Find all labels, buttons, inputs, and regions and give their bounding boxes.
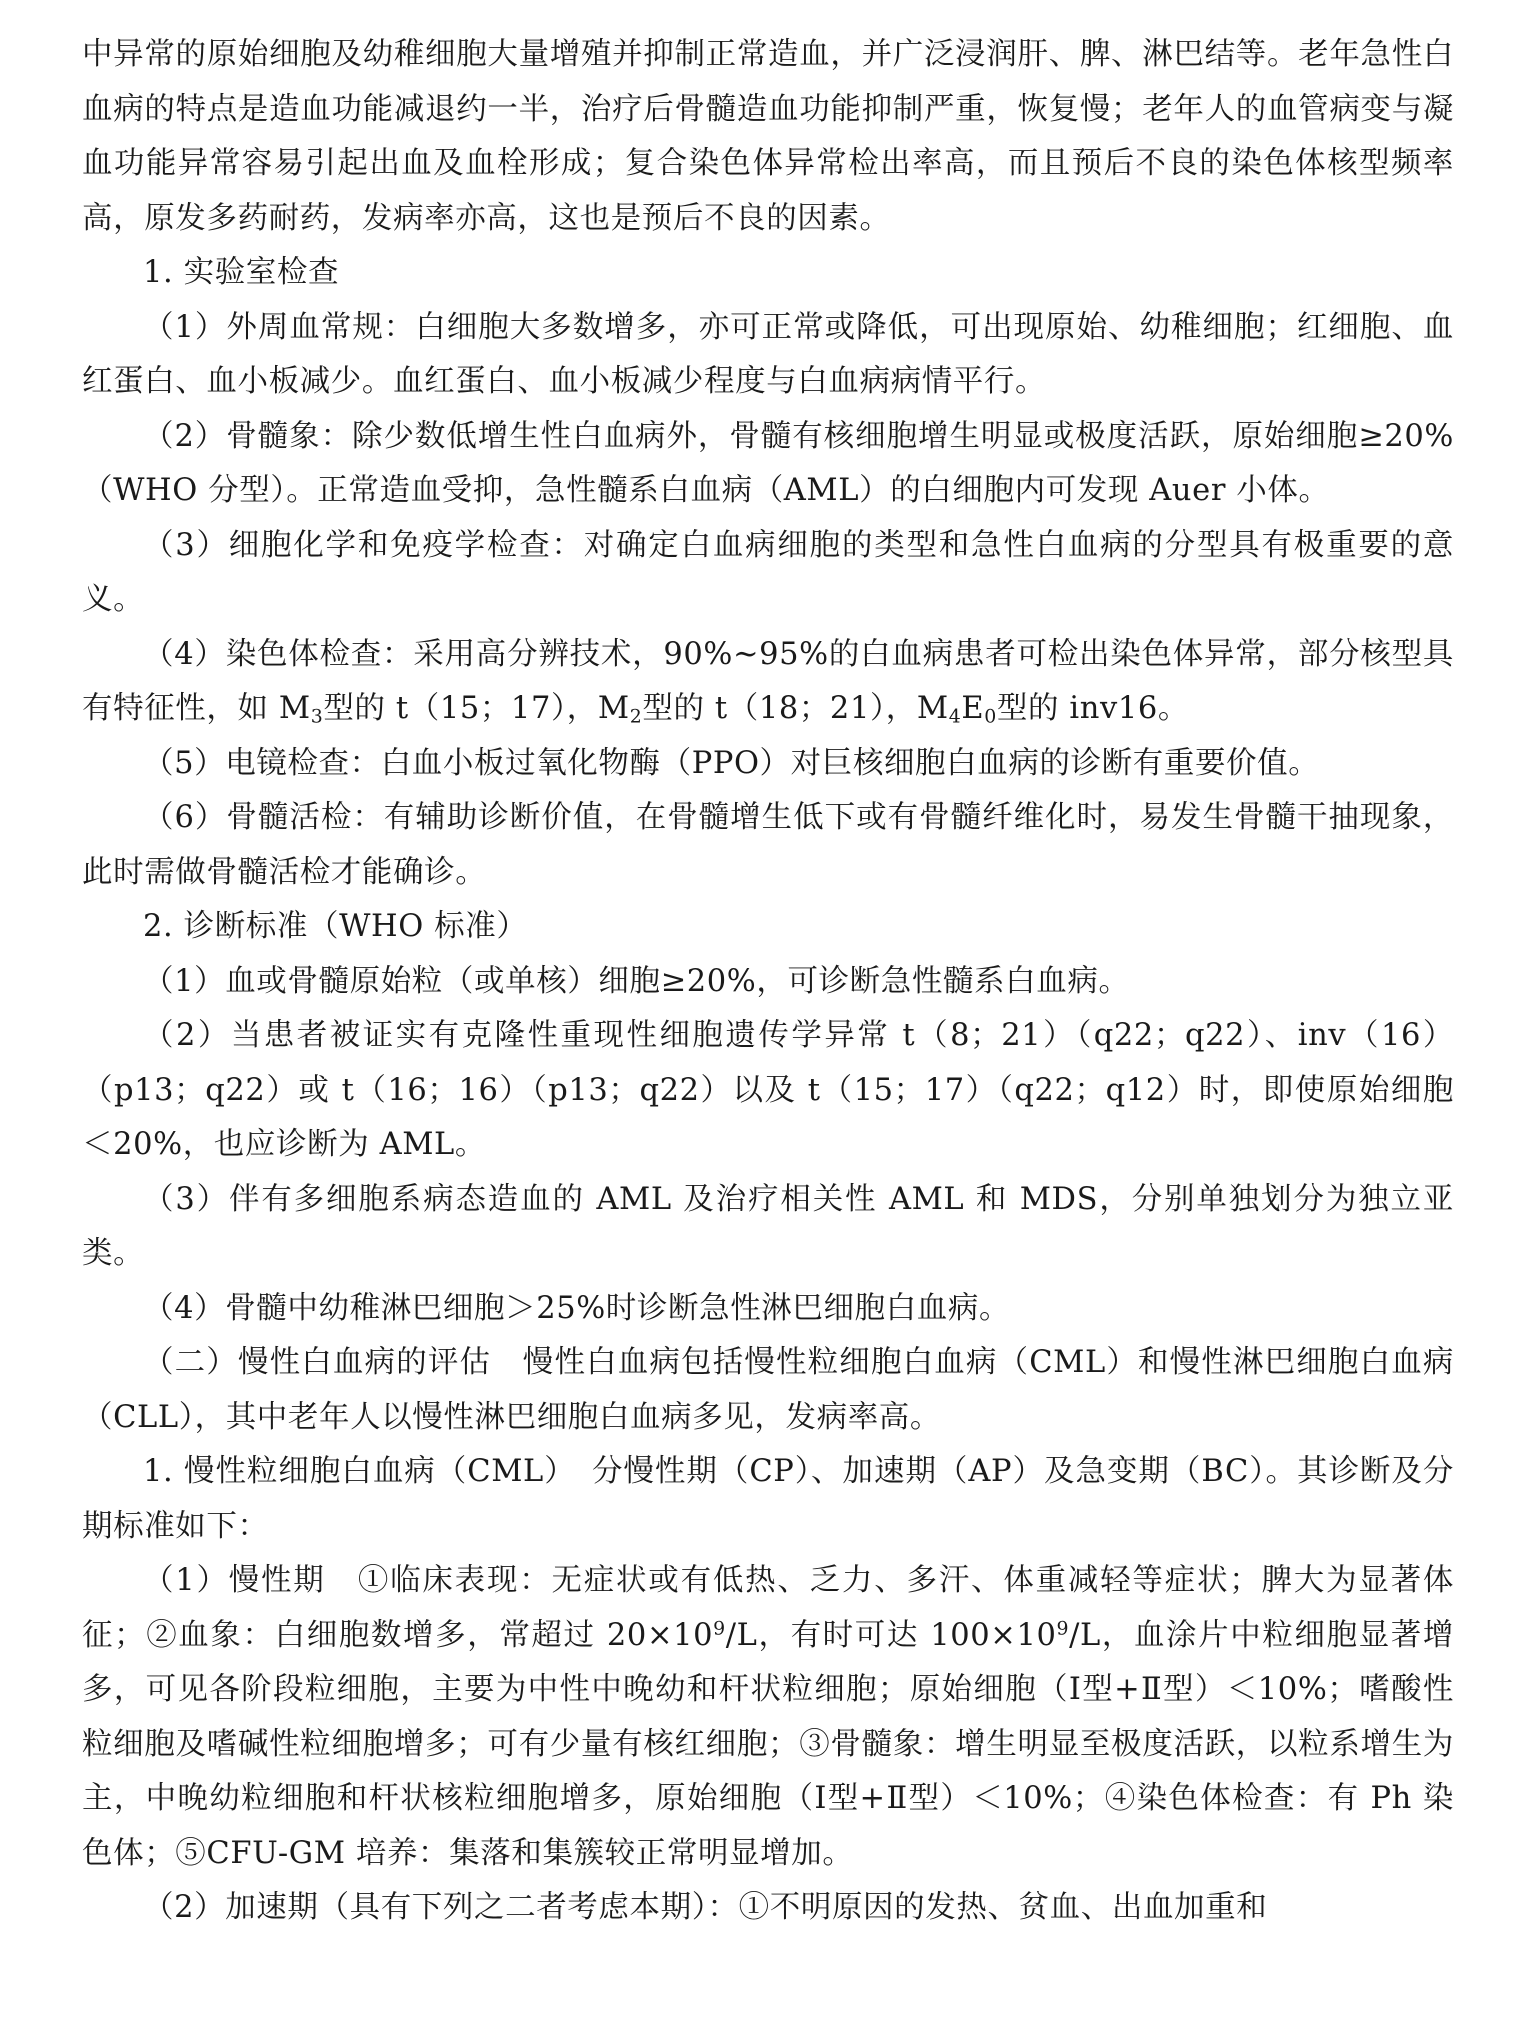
subscript: 2 bbox=[629, 705, 643, 728]
superscript: 9 bbox=[1056, 1617, 1070, 1640]
text-run: /L，有时可达 100×10 bbox=[725, 1617, 1057, 1653]
paragraph-p9: （1）血或骨髓原始粒（或单核）细胞≥20%，可诊断急性髓系白血病。 bbox=[143, 963, 1130, 999]
paragraph-p13: （二）慢性白血病的评估 慢性白血病包括慢性粒细胞白血病（CML）和慢性淋巴细胞白血病（CLL），其中老年人以慢性淋巴细胞白血病多见，发病率高。 bbox=[82, 1345, 1454, 1435]
text-run: 型的 t（15；17），M bbox=[323, 691, 630, 726]
paragraph-p10: （2）当患者被证实有克隆性重现性细胞遗传学异常 t（8；21）（q22；q22）、inv（16）（p13；q22）或 t（16；16）（p13；q22）以及 t（15；17）（q22；q12）时，即使原始细胞＜20%，也应诊断为 AML。 bbox=[82, 1018, 1454, 1162]
paragraph-p0: 中异常的原始细胞及幼稚细胞大量增殖并抑制正常造血，并广泛浸润肝、脾、淋巴结等。老年急性白血病的特点是造血功能减退约一半，治疗后骨髓造血功能抑制严重，恢复慢；老年人的血管病变与凝血功能异常容易引起出血及血栓形成；复合染色体异常检出率高，而且预后不良的染色体核型频率高，原发多药耐药，发病率亦高，这也是预后不良的因素。 bbox=[82, 37, 1454, 236]
text-run: E bbox=[961, 691, 985, 726]
document-page bbox=[82, 28, 1454, 1936]
text-run: /L，血涂片中粒细胞显著增多，可见各阶段粒细胞，主要为中性中晚幼和杆状粒细胞；原始细胞（Ⅰ型+Ⅱ型）＜10%；嗜酸性粒细胞及嗜碱性粒细胞增多；可有少量有核红细胞；③骨髓象：增生明显至极度活跃，以粒系增生为主，中晚幼粒细胞和杆状核粒细胞增多，原始细胞（Ⅰ型+Ⅱ型）＜10%；④染色体检查：有 Ph 染色体；⑤CFU-GM 培养：集落和集簇较正常明显增加。 bbox=[82, 1617, 1454, 1871]
paragraph-p3: （2）骨髓象：除少数低增生性白血病外，骨髓有核细胞增生明显或极度活跃，原始细胞≥20%（WHO 分型）。正常造血受抑，急性髓系白血病（AML）的白细胞内可发现 Auer 小体。 bbox=[82, 418, 1454, 508]
text-run: （4）染色体检查：采用高分辨技术，90%~95%的白血病患者可检出染色体异常，部分核型具有特征性，如 M bbox=[82, 636, 1454, 726]
paragraph-p16: （2）加速期（具有下列之二者考虑本期）：①不明原因的发热、贫血、出血加重和 bbox=[143, 1890, 1268, 1925]
subscript: 4 bbox=[948, 705, 962, 728]
paragraph-p11: （3）伴有多细胞系病态造血的 AML 及治疗相关性 AML 和 MDS，分别单独划分为独立亚类。 bbox=[82, 1181, 1454, 1271]
text-run: 型的 inv16。 bbox=[996, 691, 1189, 726]
subscript: 3 bbox=[310, 705, 324, 728]
paragraph-p6: （5）电镜检查：白血小板过氧化物酶（PPO）对巨核细胞白血病的诊断有重要价值。 bbox=[143, 745, 1320, 781]
subscript: 0 bbox=[984, 705, 997, 728]
paragraph-p7: （6）骨髓活检：有辅助诊断价值，在骨髓增生低下或有骨髓纤维化时，易发生骨髓干抽现象，此时需做骨髓活检才能确诊。 bbox=[82, 800, 1454, 890]
text-run: （1）慢性期 ①临床表现：无症状或有低热、乏力、多汗、体重减轻等症状；脾大为显著体征；②血象：白细胞数增多，常超过 20×10 bbox=[82, 1563, 1454, 1653]
superscript: 9 bbox=[713, 1617, 726, 1640]
paragraph-p15 bbox=[82, 1554, 1454, 1881]
paragraph-p8: 2. 诊断标准（WHO 标准） bbox=[143, 909, 528, 944]
paragraph-p5 bbox=[82, 628, 1454, 737]
paragraph-p12: （4）骨髓中幼稚淋巴细胞＞25%时诊断急性淋巴细胞白血病。 bbox=[143, 1290, 1011, 1326]
paragraph-p1: 1. 实验室检查 bbox=[143, 255, 340, 290]
paragraph-p14: 1. 慢性粒细胞白血病（CML） 分慢性期（CP）、加速期（AP）及急变期（BC）。其诊断及分期标准如下： bbox=[82, 1454, 1454, 1544]
paragraph-p2: （1）外周血常规：白细胞大多数增多，亦可正常或降低，可出现原始、幼稚细胞；红细胞、血红蛋白、血小板减少。血红蛋白、血小板减少程度与白血病病情平行。 bbox=[82, 309, 1454, 399]
text-run: 型的 t（18；21），M bbox=[642, 691, 949, 726]
paragraph-p4: （3）细胞化学和免疫学检查：对确定白血病细胞的类型和急性白血病的分型具有极重要的意义。 bbox=[82, 527, 1454, 617]
